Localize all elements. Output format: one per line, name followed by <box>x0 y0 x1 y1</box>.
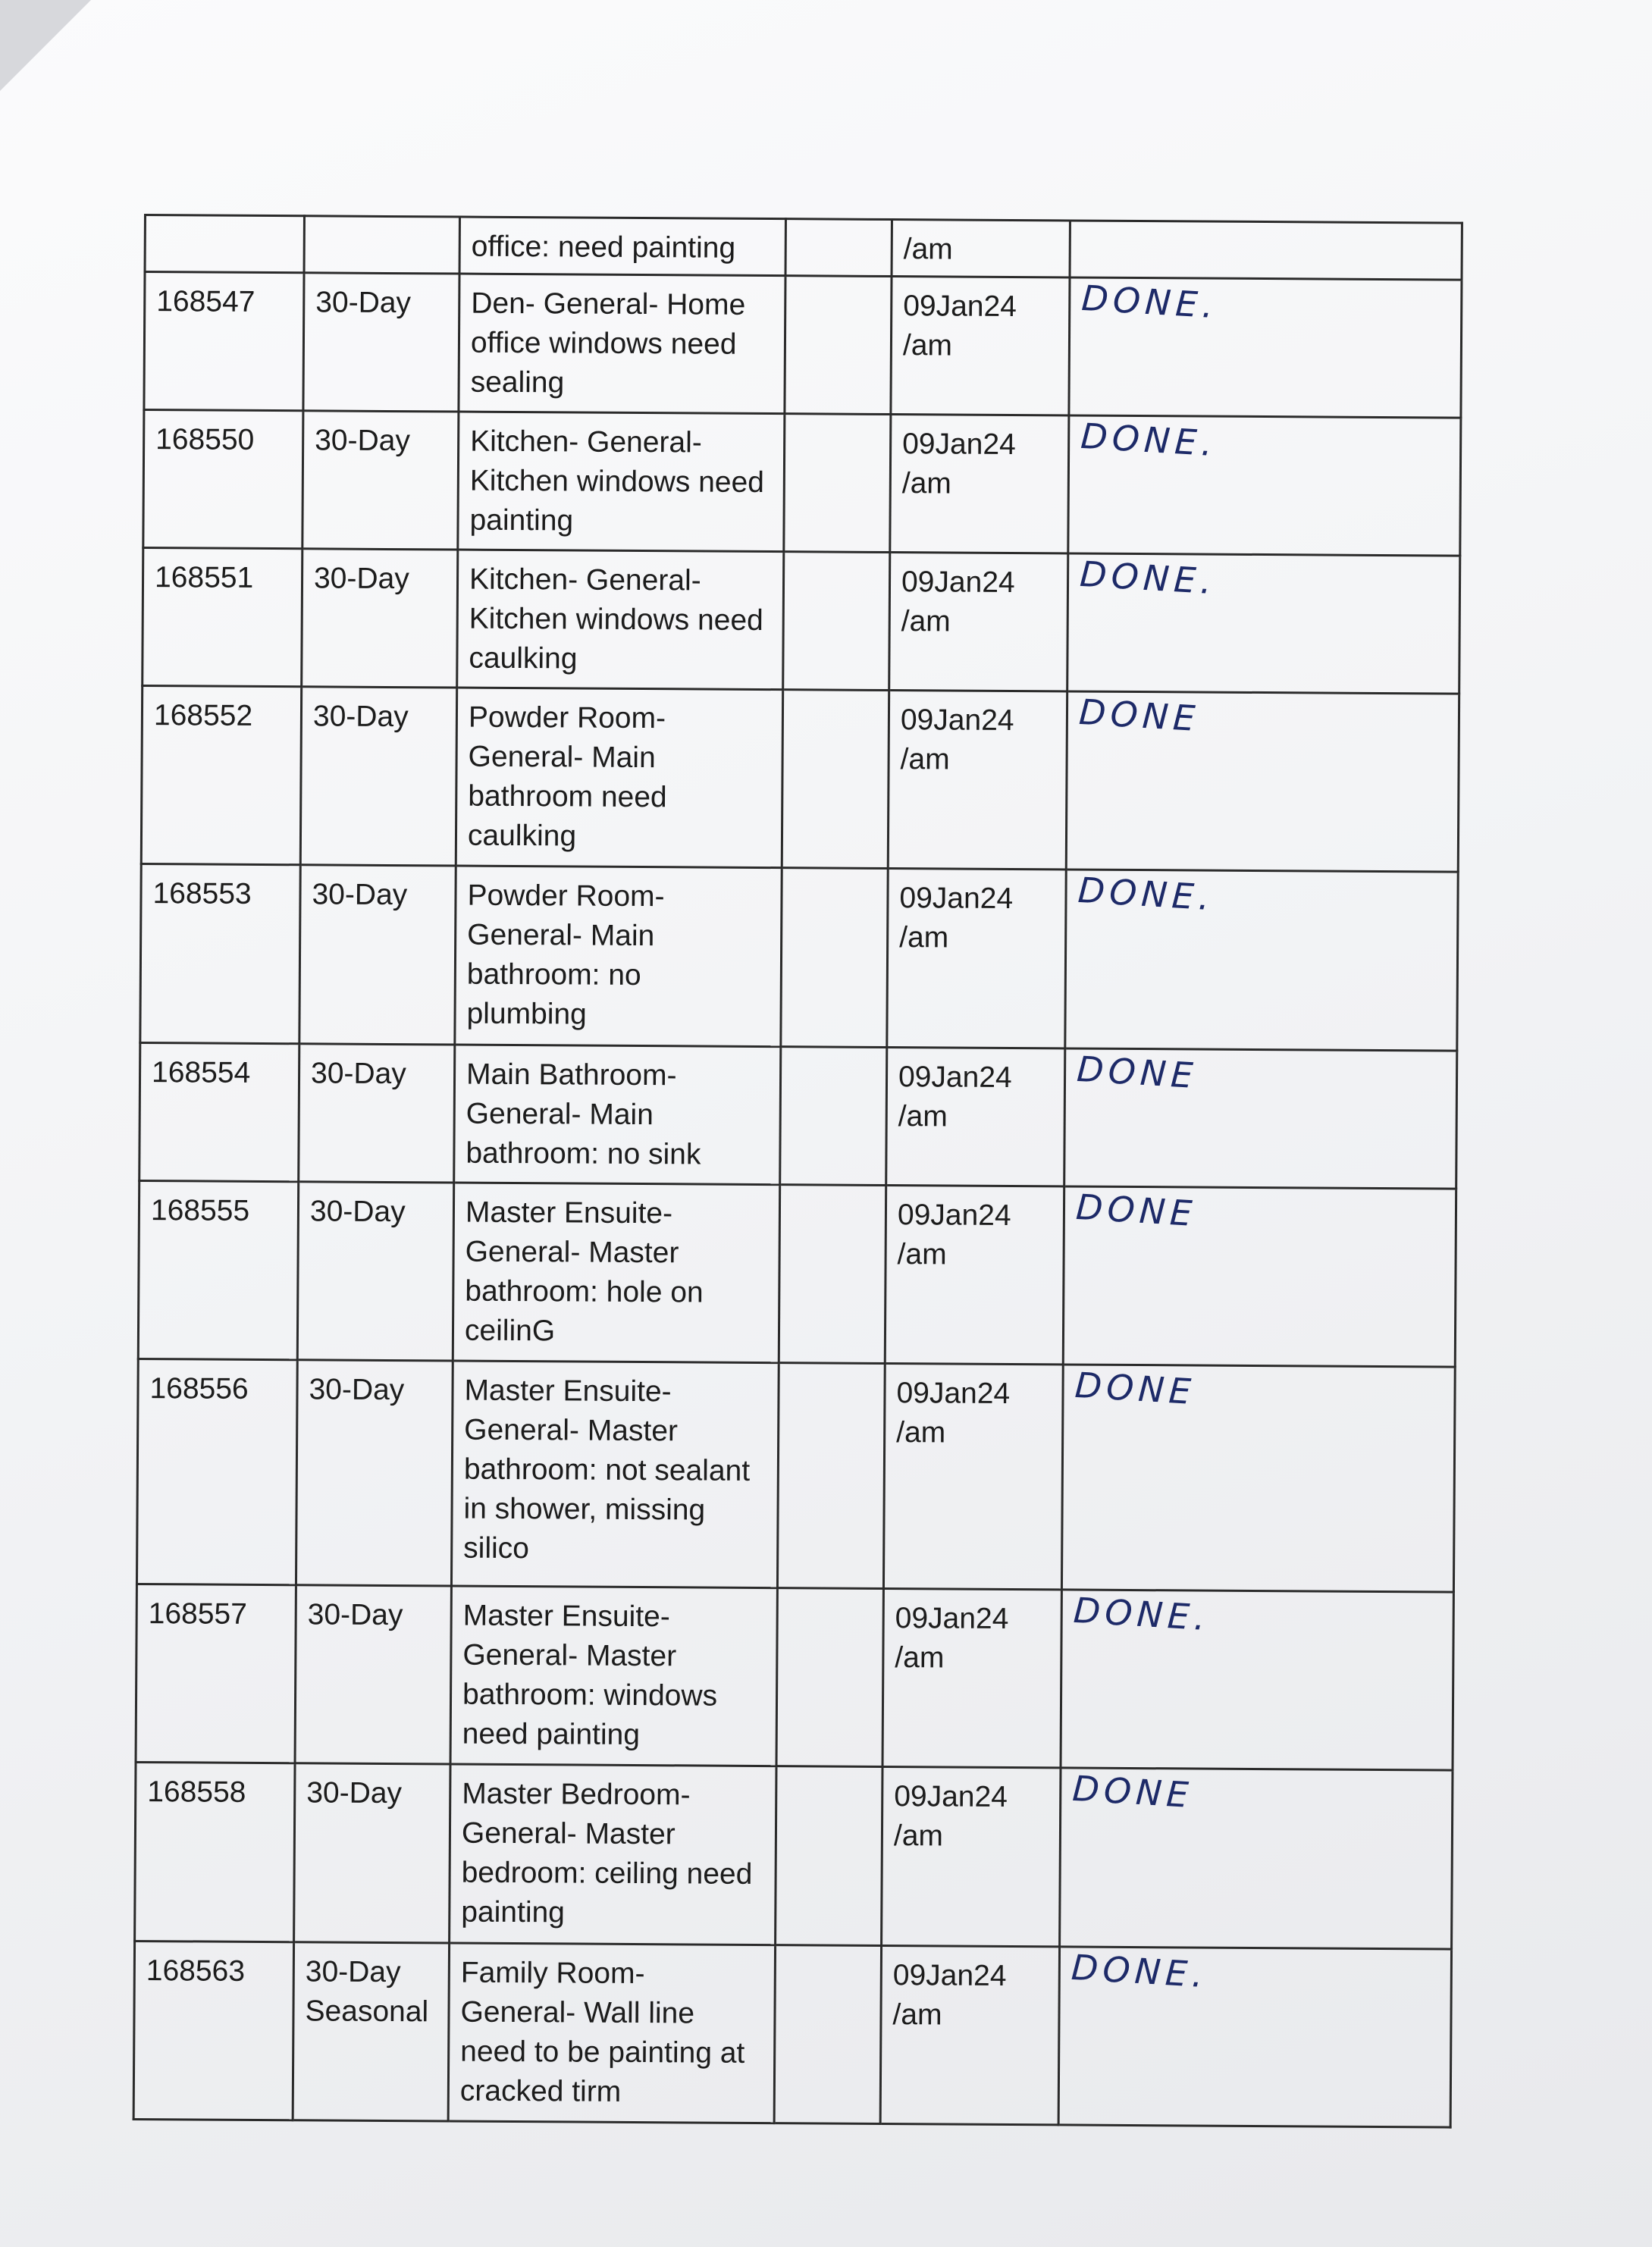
description-text: Powder Room- General- Main bathroom: no plumbing <box>466 879 665 1031</box>
cell-type <box>304 216 459 274</box>
cell-wo-number <box>136 1584 296 1763</box>
date-text: 09Jan24 /am <box>898 1060 1012 1133</box>
cell-description <box>459 217 785 275</box>
cell-wo-number <box>140 864 300 1044</box>
cell-date <box>889 552 1068 691</box>
cell-date <box>892 220 1070 277</box>
cell-type <box>295 1585 451 1765</box>
wo-number: 168550 <box>155 422 255 456</box>
wo-number: 168563 <box>146 1954 246 1988</box>
table-row <box>139 1042 1457 1189</box>
cell-wo-number <box>143 547 303 686</box>
cell-type <box>299 1043 455 1182</box>
handwritten-done-signature: DONE. <box>1077 870 1215 919</box>
handwritten-done-signature: DONE <box>1071 1768 1195 1816</box>
cell-description <box>454 1045 781 1185</box>
cell-date <box>880 1945 1059 2125</box>
wo-number: 168551 <box>154 561 254 594</box>
inspection-type: 30-Day <box>310 1057 406 1090</box>
cell-date <box>890 414 1069 553</box>
description-text: Master Bedroom- General- Master bedroom: ceiling need painting <box>461 1777 753 1929</box>
date-text: 09Jan24 /am <box>902 289 1017 362</box>
cell-wo-number <box>143 409 303 548</box>
inspection-type: 30-Day <box>312 700 409 734</box>
wo-number: 168558 <box>147 1775 246 1810</box>
cell-type <box>303 272 459 411</box>
wo-number: 168555 <box>150 1193 250 1227</box>
description-text: office: need painting <box>471 230 736 265</box>
table-row <box>136 1584 1453 1770</box>
table-row <box>140 864 1458 1051</box>
cell-blank <box>779 1184 886 1363</box>
inspection-type: 30-Day <box>315 286 412 319</box>
handwritten-done-signature: DONE <box>1074 1365 1197 1413</box>
handwritten-done-signature: DONE. <box>1072 1589 1212 1639</box>
cell-blank <box>784 413 891 552</box>
wo-number: 168547 <box>156 284 255 318</box>
cell-description <box>450 1764 776 1945</box>
cell-signoff <box>1061 1365 1455 1592</box>
description-text: Main Bathroom- General- Main bathroom: no sink <box>466 1058 701 1171</box>
cell-wo-number <box>139 1042 299 1181</box>
inspection-type: 30-Day Seasonal <box>305 1954 429 2028</box>
cell-signoff <box>1065 870 1458 1050</box>
date-text: 09Jan24 /am <box>901 427 1016 500</box>
cell-description <box>456 688 782 868</box>
handwritten-done-signature: DONE <box>1074 1186 1198 1234</box>
cell-blank <box>781 868 888 1047</box>
deficiency-table <box>133 214 1463 2129</box>
date-text: 09Jan24 /am <box>896 1377 1011 1449</box>
cell-signoff <box>1058 1946 1451 2127</box>
cell-type <box>296 1360 453 1586</box>
inspection-type: 30-Day <box>309 1373 405 1407</box>
cell-date <box>883 1364 1063 1590</box>
table-row <box>135 1763 1453 1949</box>
cell-wo-number <box>141 686 301 866</box>
inspection-type: 30-Day <box>306 1776 403 1810</box>
table-row <box>133 1941 1451 2127</box>
cell-blank <box>776 1588 883 1767</box>
cell-blank <box>776 1766 882 1945</box>
wo-number: 168554 <box>151 1055 251 1089</box>
cell-wo-number <box>135 1763 295 1942</box>
cell-signoff <box>1067 553 1460 694</box>
cell-blank <box>782 690 889 869</box>
cell-date <box>887 869 1066 1048</box>
inspection-type: 30-Day <box>309 1195 406 1228</box>
cell-signoff <box>1064 1048 1457 1189</box>
handwritten-done-signature: DONE <box>1075 1048 1199 1096</box>
cell-description <box>448 1943 775 2123</box>
cell-description <box>457 550 784 690</box>
cell-blank <box>777 1363 885 1589</box>
cell-date <box>885 1185 1064 1365</box>
wo-number: 168553 <box>152 877 252 911</box>
cell-type <box>302 549 458 688</box>
description-text: Powder Room- General- Main bathroom need caulking <box>467 700 667 853</box>
cell-signoff <box>1066 691 1459 872</box>
handwritten-done-signature: DONE. <box>1070 1946 1209 1995</box>
description-text: Kitchen- General- Kitchen windows need painting <box>469 425 765 537</box>
cell-description <box>451 1361 779 1587</box>
table-row <box>141 686 1459 873</box>
cell-description <box>458 412 785 552</box>
description-text: Master Ensuite- General- Master bathroom: hole on ceilinG <box>464 1196 704 1348</box>
cell-wo-number <box>136 1359 297 1585</box>
description-text: Family Room- General- Wall line need to be painting at cracked tirm <box>459 1956 745 2108</box>
table-row <box>143 409 1461 556</box>
cell-type <box>293 1941 449 2121</box>
cell-date <box>891 276 1070 415</box>
cell-signoff <box>1069 277 1462 418</box>
cell-blank <box>783 552 890 691</box>
cell-date <box>886 1047 1065 1186</box>
cell-description <box>459 274 785 414</box>
date-text: 09Jan24 /am <box>897 1198 1011 1271</box>
table-row-continued <box>145 215 1462 280</box>
cell-blank <box>774 1945 881 2123</box>
description-text: Den- General- Home office windows need sealing <box>470 287 746 400</box>
handwritten-done-signature: DONE. <box>1078 553 1218 603</box>
inspection-type: 30-Day <box>312 878 408 912</box>
cell-type <box>294 1763 450 1943</box>
cell-date <box>888 691 1067 870</box>
cell-signoff <box>1068 415 1461 556</box>
cell-description <box>455 866 782 1046</box>
date-text: 09Jan24 /am <box>893 1780 1008 1853</box>
inspection-type: 30-Day <box>313 562 409 596</box>
table-row <box>144 271 1462 418</box>
inspection-type: 30-Day <box>307 1598 403 1632</box>
wo-number: 168552 <box>153 699 253 732</box>
cell-date <box>882 1588 1061 1768</box>
cell-type <box>299 865 456 1045</box>
cell-signoff <box>1061 1590 1453 1770</box>
table-row <box>143 547 1460 694</box>
cell-wo-number <box>144 271 304 410</box>
handwritten-done-signature: DONE. <box>1080 277 1219 326</box>
cell-type <box>297 1182 453 1362</box>
cell-signoff <box>1070 221 1462 280</box>
date-text: 09Jan24 /am <box>895 1601 1009 1675</box>
cell-signoff <box>1060 1768 1453 1948</box>
date-text: 09Jan24 /am <box>901 566 1015 638</box>
description-text: Kitchen- General- Kitchen windows need caulking <box>469 563 763 675</box>
table-row <box>136 1359 1455 1592</box>
cell-description <box>450 1586 777 1766</box>
cell-blank <box>785 275 892 414</box>
cell-blank <box>785 219 892 277</box>
table-row <box>138 1180 1456 1367</box>
cell-wo-number <box>138 1180 298 1360</box>
date-text: 09Jan24 /am <box>892 1958 1007 2032</box>
cell-type <box>300 687 456 867</box>
cell-wo-number <box>133 1941 293 2120</box>
cell-wo-number <box>145 215 304 273</box>
wo-number: 168556 <box>149 1372 249 1406</box>
date-text: 09Jan24 /am <box>899 882 1014 954</box>
handwritten-done-signature: DONE <box>1077 691 1201 740</box>
date-text: 09Jan24 /am <box>900 704 1014 776</box>
date-text: /am <box>903 233 953 266</box>
cell-date <box>882 1767 1061 1947</box>
table-body <box>133 215 1462 2128</box>
cell-blank <box>780 1046 887 1185</box>
description-text: Master Ensuite- General- Master bathroom: windows need painting <box>462 1599 718 1751</box>
inspection-type: 30-Day <box>315 424 411 457</box>
cell-signoff <box>1063 1186 1456 1367</box>
wo-number: 168557 <box>148 1597 247 1631</box>
cell-type <box>303 411 459 550</box>
folded-corner <box>0 0 91 91</box>
handwritten-done-signature: DONE. <box>1079 415 1218 465</box>
cell-description <box>453 1183 779 1363</box>
description-text: Master Ensuite- General- Master bathroom: not sealant in shower, missing silico <box>463 1374 751 1565</box>
